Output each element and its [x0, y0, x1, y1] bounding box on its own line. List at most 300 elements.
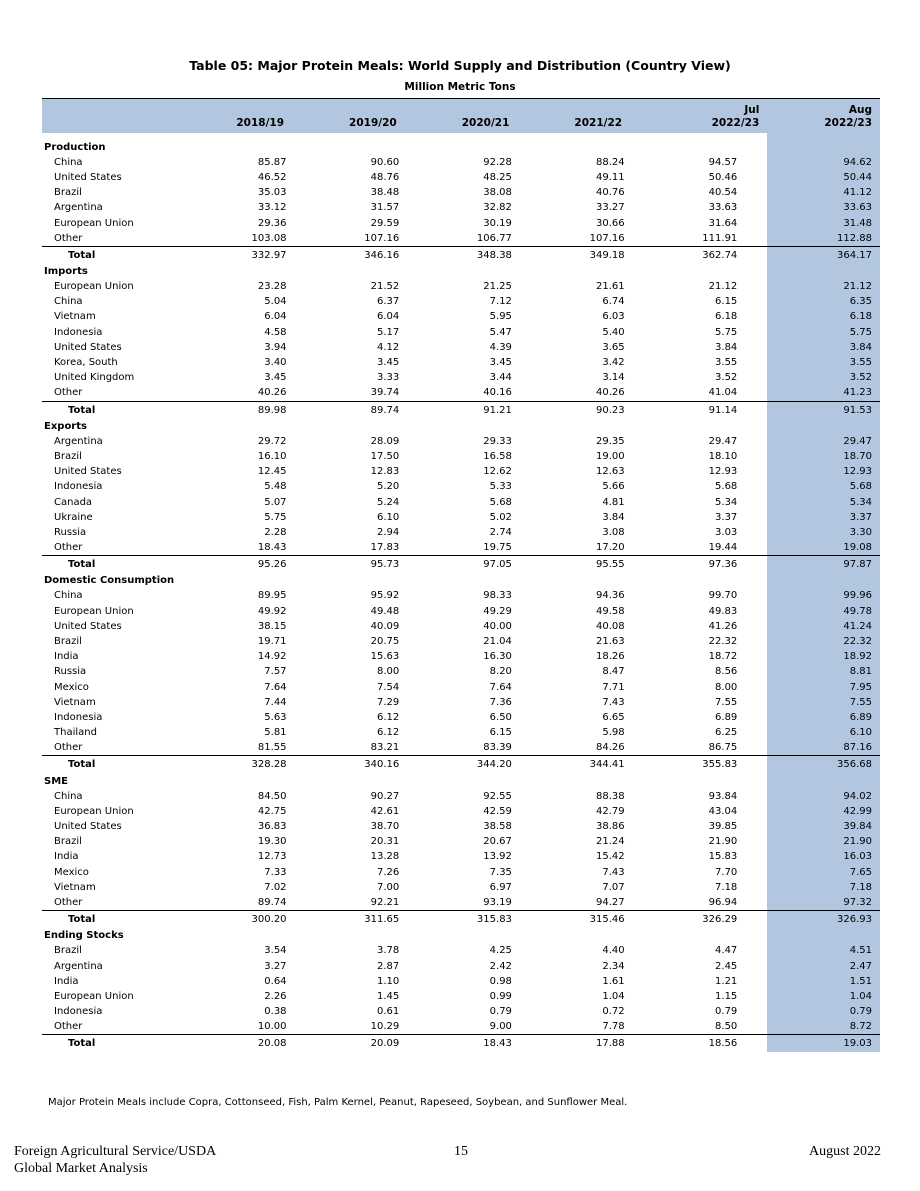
value-cell — [317, 573, 430, 588]
value-cell — [542, 928, 655, 943]
value-cell: 18.26 — [595, 651, 625, 663]
value-cell: 49.48 — [370, 605, 400, 617]
value-cell: 348.38 — [429, 246, 542, 264]
value-cell: 328.28 — [204, 756, 317, 774]
value-cell: 8.20 — [489, 666, 512, 678]
row-label: Argentina — [54, 960, 103, 972]
value-cell — [542, 264, 655, 279]
table-title: Table 05: Major Protein Meals: World Supply and Distribution (Country View) — [189, 58, 731, 73]
value-cell: 46.52 — [257, 171, 287, 183]
value-cell: 7.00 — [376, 881, 400, 893]
value-cell: 89.74 — [257, 897, 287, 909]
table-row — [42, 680, 880, 695]
value-cell: 1.21 — [715, 975, 738, 987]
value-cell: 42.99 — [767, 804, 880, 819]
row-label: United States — [54, 341, 122, 353]
value-cell: 42.75 — [257, 805, 287, 817]
value-cell: 5.33 — [489, 481, 512, 493]
value-cell: 2.28 — [264, 526, 287, 538]
value-cell — [655, 419, 768, 434]
spacer-row — [42, 133, 880, 140]
value-cell: 4.39 — [489, 341, 512, 353]
value-cell: 85.87 — [257, 156, 287, 168]
row-label: China — [54, 590, 83, 602]
value-cell: 94.57 — [708, 156, 738, 168]
value-cell: 40.26 — [595, 387, 625, 399]
value-cell: 13.92 — [483, 851, 512, 863]
value-cell: 2.74 — [489, 526, 512, 538]
table-row — [42, 385, 880, 401]
value-cell — [317, 419, 430, 434]
value-cell: 19.00 — [595, 450, 625, 462]
value-cell — [317, 928, 430, 943]
value-cell: 15.42 — [595, 851, 625, 863]
value-cell: 6.03 — [602, 311, 625, 323]
value-cell: 6.10 — [767, 725, 880, 740]
value-cell: 21.90 — [767, 834, 880, 849]
total-row — [42, 246, 880, 264]
value-cell: 20.31 — [370, 836, 400, 848]
value-cell: 48.76 — [370, 171, 400, 183]
value-cell: 49.29 — [483, 605, 512, 617]
value-cell: 29.47 — [708, 435, 738, 447]
value-cell: 0.79 — [715, 1006, 738, 1018]
value-cell — [317, 140, 430, 155]
value-cell: 38.08 — [483, 187, 512, 199]
table-row — [42, 355, 880, 370]
row-label: European Union — [54, 217, 134, 229]
value-cell: 92.55 — [483, 790, 512, 802]
row-label: Mexico — [54, 681, 89, 693]
value-cell: 19.03 — [767, 1035, 880, 1053]
section-header-row — [42, 773, 880, 788]
value-cell: 315.83 — [429, 911, 542, 929]
value-cell: 28.09 — [370, 435, 400, 447]
value-cell: 344.41 — [542, 756, 655, 774]
value-cell: 2.26 — [264, 990, 287, 1002]
value-cell: 4.51 — [767, 943, 880, 958]
value-cell: 92.21 — [370, 897, 400, 909]
row-label: Total — [42, 401, 204, 419]
row-label: Exports — [44, 420, 87, 432]
value-cell: 84.50 — [257, 790, 287, 802]
value-cell: 49.83 — [708, 605, 738, 617]
value-cell: 50.46 — [708, 171, 738, 183]
value-cell: 18.10 — [708, 450, 738, 462]
table-row — [42, 170, 880, 185]
row-label: Brazil — [54, 450, 82, 462]
value-cell: 10.29 — [370, 1021, 400, 1033]
row-label: Vietnam — [54, 311, 96, 323]
value-cell: 49.92 — [257, 605, 287, 617]
table-row — [42, 185, 880, 200]
value-cell — [429, 773, 542, 788]
column-header-text: 2022/23 — [824, 116, 872, 129]
value-cell: 21.04 — [483, 636, 512, 648]
value-cell — [767, 140, 880, 155]
footer-date: August 2022 — [809, 1144, 881, 1159]
value-cell: 10.00 — [257, 1021, 287, 1033]
row-label: Other — [54, 897, 83, 909]
value-cell: 41.12 — [767, 185, 880, 200]
value-cell: 3.84 — [602, 511, 625, 523]
value-cell — [542, 419, 655, 434]
value-cell: 3.84 — [715, 341, 738, 353]
value-cell: 81.55 — [257, 742, 287, 754]
value-cell: 7.54 — [376, 681, 400, 693]
table-row — [42, 434, 880, 449]
value-cell: 0.99 — [489, 990, 512, 1002]
value-cell: 2.45 — [715, 960, 738, 972]
spacer-cell — [429, 133, 542, 140]
value-cell: 94.62 — [767, 155, 880, 170]
table-row — [42, 604, 880, 619]
value-cell: 5.66 — [602, 481, 625, 493]
value-cell: 5.75 — [264, 511, 287, 523]
value-cell: 39.85 — [708, 821, 738, 833]
value-cell: 38.70 — [370, 821, 400, 833]
table-row — [42, 155, 880, 170]
section-header-row — [42, 419, 880, 434]
value-cell: 6.18 — [767, 309, 880, 324]
value-cell — [429, 264, 542, 279]
value-cell: 33.63 — [767, 200, 880, 215]
value-cell: 5.34 — [715, 496, 738, 508]
value-cell: 2.94 — [376, 526, 400, 538]
total-row — [42, 401, 880, 419]
value-cell: 16.30 — [483, 651, 512, 663]
value-cell: 43.04 — [708, 805, 738, 817]
table-row — [42, 725, 880, 740]
value-cell: 31.57 — [370, 202, 400, 214]
value-cell: 1.45 — [376, 990, 400, 1002]
value-cell: 6.15 — [715, 296, 738, 308]
value-cell: 42.79 — [595, 805, 625, 817]
value-cell: 355.83 — [655, 756, 768, 774]
value-cell: 5.68 — [489, 496, 512, 508]
table-row — [42, 340, 880, 355]
value-cell: 6.50 — [489, 711, 512, 723]
value-cell: 91.53 — [767, 401, 880, 419]
row-label: Ending Stocks — [44, 930, 124, 942]
value-cell — [429, 419, 542, 434]
row-label: Other — [54, 542, 83, 554]
table-row — [42, 325, 880, 340]
section-header-row — [42, 928, 880, 943]
value-cell: 8.50 — [715, 1021, 738, 1033]
value-cell: 12.93 — [767, 464, 880, 479]
value-cell: 7.12 — [489, 296, 512, 308]
value-cell: 96.94 — [708, 897, 738, 909]
value-cell: 13.28 — [370, 851, 400, 863]
table-row — [42, 710, 880, 725]
value-cell: 3.03 — [715, 526, 738, 538]
spacer-cell — [42, 133, 204, 140]
value-cell: 15.63 — [370, 651, 400, 663]
value-cell: 31.64 — [708, 217, 738, 229]
table-row — [42, 740, 880, 756]
value-cell: 5.95 — [489, 311, 512, 323]
value-cell: 29.72 — [257, 435, 287, 447]
row-label: Other — [54, 1021, 83, 1033]
value-cell: 23.28 — [257, 281, 287, 293]
value-cell: 7.78 — [602, 1021, 625, 1033]
value-cell: 5.04 — [264, 296, 287, 308]
value-cell: 89.98 — [204, 401, 317, 419]
value-cell: 1.61 — [602, 975, 625, 987]
total-row — [42, 556, 880, 574]
value-cell: 7.07 — [602, 881, 625, 893]
value-cell: 6.15 — [489, 727, 512, 739]
row-label: Argentina — [54, 435, 103, 447]
value-cell: 20.09 — [317, 1035, 430, 1053]
value-cell: 94.27 — [595, 897, 625, 909]
value-cell: 5.34 — [767, 494, 880, 509]
value-cell: 18.70 — [767, 449, 880, 464]
value-cell: 21.52 — [370, 281, 400, 293]
value-cell — [767, 773, 880, 788]
value-cell: 83.39 — [483, 742, 512, 754]
value-cell: 40.16 — [483, 387, 512, 399]
value-cell: 0.64 — [264, 975, 287, 987]
value-cell — [542, 573, 655, 588]
value-cell: 8.72 — [767, 1019, 880, 1035]
value-cell: 89.74 — [317, 401, 430, 419]
table-row — [42, 880, 880, 895]
value-cell — [542, 773, 655, 788]
row-label: SME — [44, 775, 68, 787]
value-cell: 40.76 — [595, 187, 625, 199]
value-cell — [204, 264, 317, 279]
value-cell: 8.47 — [602, 666, 625, 678]
value-cell: 84.26 — [595, 742, 625, 754]
value-cell: 2.87 — [376, 960, 400, 972]
table-row — [42, 943, 880, 958]
row-label: Indonesia — [54, 326, 103, 338]
value-cell: 7.95 — [767, 680, 880, 695]
value-cell: 21.25 — [483, 281, 512, 293]
table-row — [42, 619, 880, 634]
value-cell: 35.03 — [257, 187, 287, 199]
value-cell: 6.35 — [767, 294, 880, 309]
value-cell: 7.36 — [489, 696, 512, 708]
value-cell: 3.52 — [767, 370, 880, 385]
value-cell — [767, 573, 880, 588]
value-cell: 3.45 — [264, 372, 287, 384]
value-cell: 7.44 — [264, 696, 287, 708]
value-cell: 21.61 — [595, 281, 625, 293]
table-row — [42, 370, 880, 385]
value-cell: 93.19 — [483, 897, 512, 909]
value-cell: 0.38 — [264, 1006, 287, 1018]
row-label: Total — [42, 756, 204, 774]
value-cell: 0.61 — [376, 1006, 400, 1018]
value-cell: 3.27 — [264, 960, 287, 972]
value-cell: 5.24 — [376, 496, 400, 508]
table-row — [42, 789, 880, 804]
value-cell: 7.55 — [767, 695, 880, 710]
spacer-cell — [204, 133, 317, 140]
value-cell: 88.24 — [595, 156, 625, 168]
value-cell: 8.00 — [376, 666, 400, 678]
row-label: Imports — [44, 265, 88, 277]
value-cell: 18.72 — [708, 651, 738, 663]
value-cell: 0.98 — [489, 975, 512, 987]
value-cell: 40.54 — [708, 187, 738, 199]
table-row — [42, 215, 880, 230]
value-cell: 38.48 — [370, 187, 400, 199]
value-cell: 7.18 — [767, 880, 880, 895]
value-cell: 7.02 — [264, 881, 287, 893]
column-header-text: 2022/23 — [711, 116, 760, 129]
value-cell: 3.54 — [264, 945, 287, 957]
supply-distribution-table — [42, 98, 880, 1052]
value-cell: 97.87 — [767, 556, 880, 574]
value-cell: 6.37 — [376, 296, 400, 308]
value-cell: 15.83 — [708, 851, 738, 863]
value-cell: 16.03 — [767, 849, 880, 864]
value-cell — [655, 773, 768, 788]
value-cell: 315.46 — [542, 911, 655, 929]
value-cell: 49.58 — [595, 605, 625, 617]
value-cell: 1.04 — [602, 990, 625, 1002]
value-cell: 12.73 — [257, 851, 287, 863]
value-cell: 21.63 — [595, 636, 625, 648]
value-cell: 3.45 — [376, 357, 400, 369]
value-cell: 12.45 — [257, 466, 287, 478]
value-cell: 6.25 — [715, 727, 738, 739]
value-cell: 98.33 — [483, 590, 512, 602]
value-cell: 5.75 — [767, 325, 880, 340]
value-cell: 5.48 — [264, 481, 287, 493]
row-label: China — [54, 156, 83, 168]
spacer-cell — [655, 133, 768, 140]
value-cell: 19.30 — [257, 836, 287, 848]
value-cell: 14.92 — [257, 651, 287, 663]
value-cell: 41.23 — [767, 385, 880, 401]
value-cell: 5.63 — [264, 711, 287, 723]
data-table-container — [42, 98, 880, 1052]
column-header — [655, 99, 768, 133]
value-cell: 42.61 — [370, 805, 400, 817]
row-label: Brazil — [54, 836, 82, 848]
row-label: Other — [54, 742, 83, 754]
value-cell: 3.55 — [767, 355, 880, 370]
row-label: Total — [42, 911, 204, 929]
value-cell: 97.32 — [767, 895, 880, 911]
value-cell: 3.30 — [767, 525, 880, 540]
value-cell: 1.15 — [715, 990, 738, 1002]
table-row — [42, 588, 880, 603]
value-cell: 21.12 — [767, 279, 880, 294]
value-cell: 7.70 — [715, 866, 738, 878]
value-cell: 20.67 — [483, 836, 512, 848]
value-cell: 39.74 — [370, 387, 400, 399]
value-cell: 2.34 — [602, 960, 625, 972]
row-label: Thailand — [54, 727, 97, 739]
column-header — [317, 99, 430, 133]
value-cell: 33.27 — [595, 202, 625, 214]
row-label: China — [54, 296, 83, 308]
value-cell: 3.14 — [602, 372, 625, 384]
value-cell: 22.32 — [767, 634, 880, 649]
row-label: United Kingdom — [54, 372, 135, 384]
value-cell: 6.89 — [767, 710, 880, 725]
spacer-cell — [767, 133, 880, 140]
row-label: Total — [42, 246, 204, 264]
value-cell: 7.65 — [767, 865, 880, 880]
section-header-row — [42, 264, 880, 279]
value-cell: 90.60 — [370, 156, 400, 168]
value-cell: 30.19 — [483, 217, 512, 229]
table-row — [42, 279, 880, 294]
value-cell: 6.74 — [602, 296, 625, 308]
row-label: India — [54, 975, 79, 987]
column-header-text: 2019/20 — [349, 116, 397, 129]
value-cell: 362.74 — [655, 246, 768, 264]
value-cell: 364.17 — [767, 246, 880, 264]
value-cell: 94.02 — [767, 789, 880, 804]
row-label: Canada — [54, 496, 93, 508]
row-label: Brazil — [54, 636, 82, 648]
value-cell: 5.68 — [715, 481, 738, 493]
value-cell: 19.44 — [708, 542, 738, 554]
value-cell: 326.29 — [655, 911, 768, 929]
value-cell: 6.12 — [376, 711, 400, 723]
value-cell: 42.59 — [483, 805, 512, 817]
value-cell: 12.83 — [370, 466, 400, 478]
value-cell — [429, 928, 542, 943]
column-header — [429, 99, 542, 133]
value-cell: 7.64 — [264, 681, 287, 693]
value-cell: 344.20 — [429, 756, 542, 774]
value-cell: 90.27 — [370, 790, 400, 802]
value-cell: 12.93 — [708, 466, 738, 478]
value-cell: 95.73 — [317, 556, 430, 574]
value-cell: 3.44 — [489, 372, 512, 384]
value-cell: 95.92 — [370, 590, 400, 602]
value-cell: 346.16 — [317, 246, 430, 264]
value-cell: 29.36 — [257, 217, 287, 229]
value-cell: 40.08 — [595, 620, 625, 632]
table-subtitle: Million Metric Tons — [404, 81, 516, 93]
column-header — [204, 99, 317, 133]
value-cell: 49.78 — [767, 604, 880, 619]
value-cell: 36.83 — [257, 821, 287, 833]
value-cell: 7.71 — [602, 681, 625, 693]
value-cell: 4.47 — [715, 945, 738, 957]
row-label: United States — [54, 171, 122, 183]
row-label: United States — [54, 466, 122, 478]
value-cell: 40.09 — [370, 620, 400, 632]
table-row — [42, 494, 880, 509]
row-label: Vietnam — [54, 881, 96, 893]
value-cell: 33.63 — [708, 202, 738, 214]
value-cell: 88.38 — [595, 790, 625, 802]
value-cell — [655, 264, 768, 279]
value-cell: 111.91 — [702, 232, 738, 244]
table-row — [42, 834, 880, 849]
value-cell — [317, 773, 430, 788]
value-cell: 22.32 — [708, 636, 738, 648]
value-cell — [767, 419, 880, 434]
value-cell: 5.98 — [602, 727, 625, 739]
value-cell: 20.75 — [370, 636, 400, 648]
row-label: European Union — [54, 805, 134, 817]
value-cell: 7.57 — [264, 666, 287, 678]
value-cell: 2.47 — [767, 959, 880, 974]
value-cell: 332.97 — [204, 246, 317, 264]
